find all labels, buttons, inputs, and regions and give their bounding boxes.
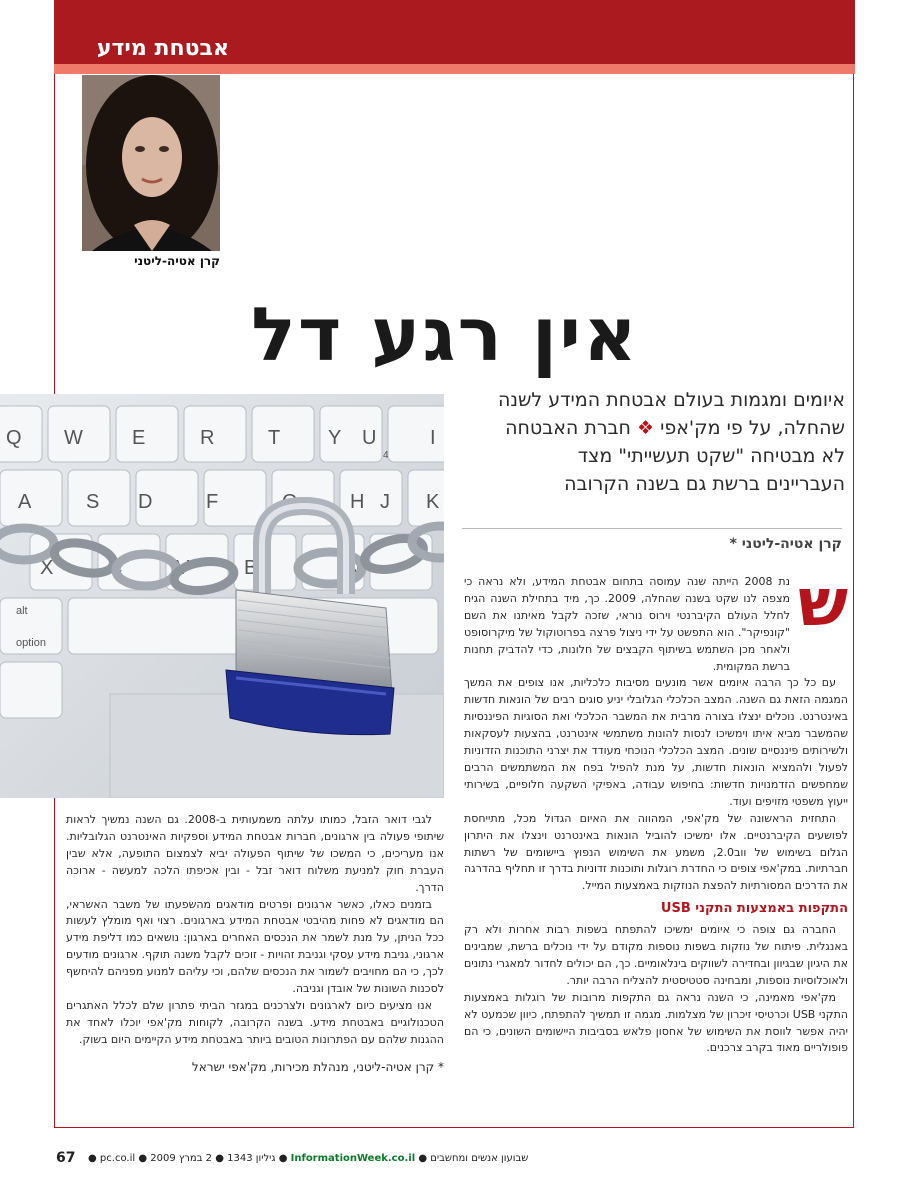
subtitle-line-2 (455, 414, 845, 442)
key-s: S (86, 491, 100, 513)
keyboard-padlock-image (0, 394, 444, 798)
key-option: option (16, 637, 46, 649)
subtitle-line-2b: חברת האבטחה (505, 417, 631, 439)
photo-caption: קרן אטיה-ליטני (134, 254, 220, 268)
key-g: G (282, 491, 298, 513)
subtitle-line-2a: שהחלה, על פי מק'אפי (660, 417, 845, 439)
footer-sep: ● (215, 1153, 224, 1164)
key-c: C (108, 557, 123, 579)
footer-sep: ● (278, 1153, 288, 1164)
footer-issue: גיליון 1343 (227, 1153, 276, 1164)
footer-sep: ● (138, 1153, 148, 1164)
keyboard-illustration (0, 394, 444, 798)
key-e: E (132, 427, 146, 449)
paragraph: החברה גם צופה כי איומים ימשיכו להתפתח בשפות רבות אחרות ולא רק באנגלית. פיתוח של נוזקות בשפות נוספות מקודם על ידי נוכלים ברשת, שמבינים את היגיון שבגיוון ובחדירה לשווקים בינלאומיים. כך, הם יכולים לחדור למאגרי נתונים ולאוכלוסיות נוספות, ומבחינה סטטיסטית להצליח הרבה יותר. (464, 923, 848, 987)
footer-info (88, 1153, 528, 1164)
key-r: R (200, 427, 215, 449)
key-digit-label: 4 (383, 450, 389, 461)
paragraph: אנו מציעים כיום לארגונים ולצרכנים במגזר הביתי פתרון שלם לכלל האתגרים הטכנולוגיים באבטחת מידע. בשנה הקרובה, לקוחות מק'אפי יוכלו לאחד את ההגנות שלהם עם הפתרונות הטובים ביותר באבטחת מידע הקיימים היום בשוק. (66, 998, 444, 1046)
header-accent-line (54, 64, 855, 74)
paragraph: לגבי דואר הזבל, כמותו עלתה משמעותית ב-2008. גם השנה נמשיך לראות שיתופי פעולה בין ארגונים, חברות אבטחת המידע וספקיות האינטרנט הגלובליות. אנו מעריכים, כי המשכו של שיתוף הפעולה יביא לצמצום התופעה, אלא שבין העברת חוק למניעת משלוח דואר זבל - ובין אכיפתו הלכה למעשה - ארוכה הדרך. (66, 813, 444, 894)
page-footer (54, 1150, 854, 1170)
key-alt: alt (16, 605, 28, 617)
key-k: K (426, 491, 440, 513)
subtitle-line-4: העבריינים ברשת גם בשנה הקרובה (564, 473, 845, 495)
author-signature: * קרן אטיה-ליטני, מנהלת מכירות, מק'אפי ישראל (191, 1059, 444, 1074)
key-f: F (206, 491, 219, 513)
article-title: אין רגע דל (251, 292, 639, 378)
footer-sep: ● (88, 1153, 97, 1164)
key-a: A (18, 491, 32, 513)
section-title: אבטחת מידע (96, 36, 229, 61)
paragraph: בזמנים כאלו, כאשר ארגונים ופרטים מודאגים מהשפעתו של משבר האשראי, הם מודאגים לא פחות מהיבטי אבטחת המידע בארגונים. רצוי ואף מומלץ לעשות ככל הניתן, על מנת לשמר את הנכסים האחרים בארגון: נושאים כמו דליפת מידע ארגוני, גניבת מידע עסקי וגניבת זהויות - זוכים לקבל משנה תוקף. ארגונים מודעים לכך, כי הם מחויבים לשמור את הנכסים שלהם, וכי עליהם למנוע מפניהם להיחשף לסכנות השונות של אובדן וגניבה. (66, 897, 444, 996)
byline-divider (462, 528, 842, 529)
author-photo (82, 75, 220, 251)
diamond-icon: ❖ (637, 417, 655, 439)
left-column (66, 812, 444, 1076)
subheading-usb: התקפות באמצעות התקני USB (660, 901, 848, 917)
key-i: I (430, 427, 436, 449)
byline: קרן אטיה-ליטני * (729, 536, 842, 552)
section-header-bar (54, 0, 855, 64)
key-v: V (176, 557, 190, 579)
footer-date: 2 במרץ 2009 (150, 1153, 213, 1164)
key-w: W (64, 427, 83, 449)
subtitle-line-3: לא מבטיחה "שקט תעשייתי" מצד (577, 445, 845, 467)
key-h: H (350, 491, 365, 513)
subtitle-line-1: איומים ומגמות בעולם אבטחת המידע לשנה (497, 389, 845, 411)
footer-publication: שבועון אנשים ומחשבים (430, 1153, 529, 1164)
key-n: N (346, 557, 361, 579)
article-subtitle (455, 386, 845, 498)
page-number: 67 (56, 1150, 76, 1166)
key-d: D (138, 491, 153, 513)
right-column (464, 574, 848, 1057)
paragraph: עם כל כך הרבה איומים אשר מונעים מסיבות כלכליות, אנו צופים את המשך המגמה הזאת גם השנה. המצב הכלכלי הגלובלי יניע סוגים רבים של הונאות חדשות באינטרנט. נוכלים ינצלו בצורה מרבית את המשבר הכלכלי ואת הסוגיות הפיננסיות שהמשבר מביא איתו וימשיכו לנסות להונות משתמשי אינטרנט, בהצעות לעסקאות ולשירותים פיננסיים שונים. המצב הכלכלי הנוכחי מעודד את יצרני התוכנות הזדוניות לפעול ולהמציא הונאות חדשות, על מנת להפיל בפח את המשתמשים הרבים שמחפשים הזדמנויות חדשות: בחיפוש עבודה, באפיקי השקעה חלופיים, בשירותי ייעוץ משפטי מזויפים ועוד. (464, 676, 848, 808)
key-q: Q (6, 427, 22, 449)
drop-cap: ש (797, 564, 849, 641)
footer-sep: ● (418, 1153, 428, 1164)
key-t: T (268, 427, 281, 449)
footer-site-link[interactable]: InformationWeek.co.il (290, 1153, 416, 1164)
author-portrait-image (82, 75, 220, 251)
key-b: B (244, 557, 258, 579)
footer-domain: pc.co.il (99, 1153, 136, 1164)
key-j: J (380, 491, 390, 513)
paragraph: מק'אפי מאמינה, כי השנה נראה גם התקפות מרובות של רוגלות באמצעות התקני USB וכרטיסי זיכרון של מצלמות. מגמה זו תמשיך להתפתח, כיוון שכמעט לא יהיה אפשר לווסת את השימוש של אחסון פלאש בסביבות היישומים השונים, כי הם פופולריים מאוד בקרב צרכנים. (464, 990, 848, 1055)
key-y: Y (328, 427, 342, 449)
paragraph: נת 2008 הייתה שנה עמוסה בתחום אבטחת המידע, ולא נראה כי מצפה לנו שקט בשנה שהחלה, 2009. כך, מיד בתחילת השנה הגיח לחלל העולם הקיברנטי וירוס נוראי, שזכה לקבל מאיתנו את השם "קונפיקר". הוא התפשט על ידי ניצול פרצה בפרוטוקול של מיקרוסופט ולאחר מכן השתמש בשיתוף הקבצים של חלונות, כדי להדביק תחנות ברשת המקומית. (464, 575, 790, 673)
key-u: U (362, 427, 377, 449)
key-x: X (40, 557, 54, 579)
paragraph: התחזית הראשונה של מק'אפי, המהווה את האיום הגדול מכל, מתייחסת לפושעים הקיברנטיים. אלו ימשיכו להוביל הונאות באינטרנט וינצלו את היתרון הגלום בשימוש של ווב2.0, משמע את השימוש הנפוץ ביישומים של רשתות חברתיות. במק'אפי צופים כי החדרת רוגלות ותוכנות זדוניות בדרך זו תחליף בהדרגה את הדרכים המסורתיות להפצת הנוזקות באמצעות המייל. (464, 811, 849, 893)
